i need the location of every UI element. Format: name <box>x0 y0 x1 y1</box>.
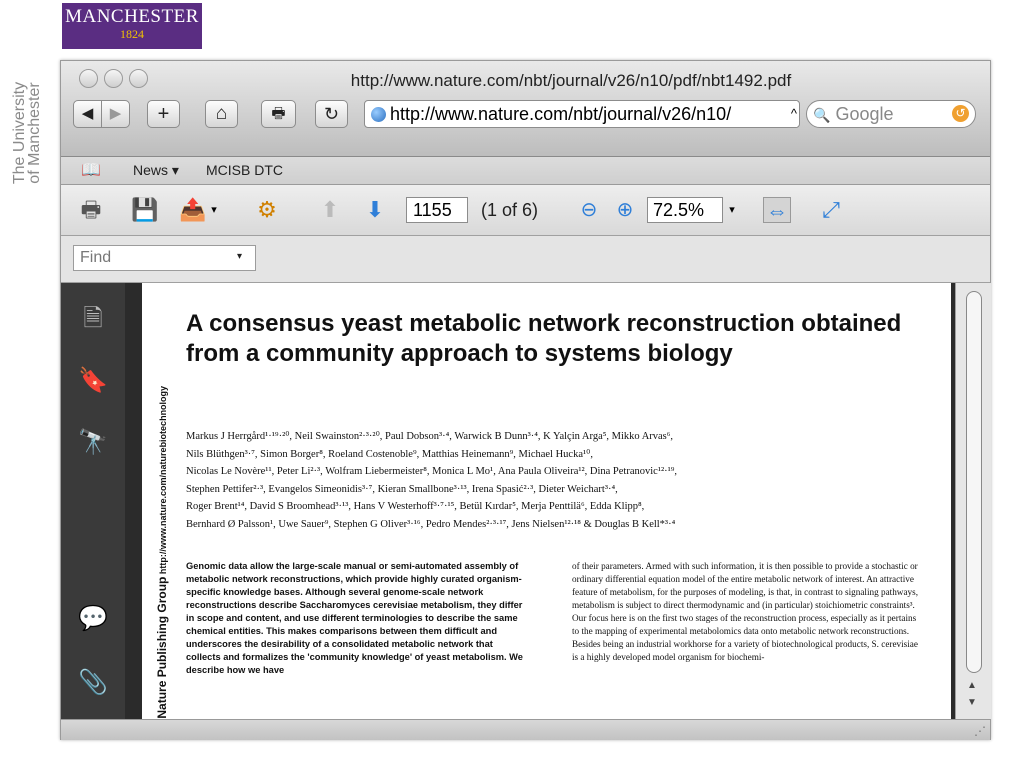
page-number-input[interactable]: 1155 <box>406 197 468 223</box>
vertical-scrollbar[interactable] <box>955 283 991 719</box>
forward-icon: ▶ <box>109 105 122 122</box>
print-button[interactable] <box>261 100 296 128</box>
zoom-level-field[interactable]: 72.5% <box>647 197 723 223</box>
pdf-share-icon[interactable]: 📤 <box>179 197 207 222</box>
bookmarks-bar <box>61 157 990 185</box>
window-title: http://www.nature.com/nbt/journal/v26/n10/pdf/nbt1492.pdf <box>350 71 792 90</box>
zoom-in-icon[interactable]: ⊕ <box>616 199 634 221</box>
add-icon: + <box>157 103 170 125</box>
author-line: Roger Brent¹⁴, David S Broomhead³·¹³, Hans V Westerhoff³·⁷·¹⁵, Betül Kırdar⁵, Merja Penttilä⁶, Edda Klipp⁸, <box>186 501 645 512</box>
author-line: Markus J Herrgård¹·¹⁹·²⁰, Neil Swainston²·³·²⁰, Paul Dobson³·⁴, Warwick B Dunn³·⁴, K Yalçin Arga⁵, Mikko Arvas⁶, <box>186 431 674 442</box>
pdf-save-icon[interactable]: 💾 <box>131 197 159 222</box>
search-icon: 🔍 <box>813 107 831 123</box>
university-wordmark <box>12 48 42 218</box>
home-button[interactable] <box>205 100 238 128</box>
fit-page-icon[interactable]: ⤢ <box>822 197 840 222</box>
author-line: Bernhard Ø Palsson¹, Uwe Sauer⁹, Stephen G Oliver³·¹⁶, Pedro Mendes²·³·¹⁷, Jens Nielsen¹²·¹⁸ & Douglas B Kell*³·⁴ <box>186 518 676 530</box>
next-page-icon[interactable]: ⬇ <box>365 197 385 222</box>
zoom-out-icon[interactable]: ⊖ <box>580 199 598 221</box>
bookmark-mcisb-dtc[interactable]: MCISB DTC <box>206 162 283 178</box>
search-field[interactable] <box>806 100 976 128</box>
close-window-button[interactable] <box>79 69 98 88</box>
scroll-down-arrow-icon[interactable]: ▼ <box>967 697 977 708</box>
publisher-name: Nature Publishing Group <box>155 576 169 719</box>
journal-url: http://www.nature.com/naturebiotechnology <box>158 385 168 575</box>
author-line: Stephen Pettifer²·³, Evangelos Simeonidis³·⁷, Kieran Smallbone³·¹³, Irena Spasić²·³, Dieter Weichart³·⁴, <box>186 483 618 495</box>
university-logo <box>62 3 202 49</box>
attachments-icon[interactable]: 📎 <box>78 669 108 696</box>
paper-title: A consensus yeast metabolic network reconstruction obtained from a community approach to systems biology <box>186 310 902 367</box>
zoom-menu-arrow[interactable]: ▾ <box>729 204 735 216</box>
logo-year: 1824 <box>120 27 144 41</box>
url-text: http://www.nature.com/nbt/journal/v26/n10/ <box>390 104 732 124</box>
publisher-margin-text <box>155 270 169 730</box>
forward-button[interactable] <box>101 100 130 128</box>
status-bar <box>61 719 990 740</box>
page-count: (1 of 6) <box>481 200 539 220</box>
pdf-page[interactable] <box>142 283 951 719</box>
bookmark-news[interactable]: News ▾ <box>133 162 179 178</box>
author-line: Nicolas Le Novère¹¹, Peter Li²·³, Wolfram Liebermeister⁸, Monica L Mo¹, Ana Paula Oliveira¹², Dina Petranovic¹²·¹⁹, <box>186 466 678 477</box>
abstract-text: Genomic data allow the large-scale manual or semi-automated assembly of metabolic network reconstructions, which provide highly curated organism-specific knowledge bases. Although several genome-scale network reconstructions describe Saccharomyces cerevisiae metabolism, they differ in scope and content, and use different terminologies to describe the same chemical entities. This makes comparisons between them difficult and underscores the desirability of a consolidated metabolic network that collects and formalizes the 'community knowledge' of yeast metabolism. We describe how we have <box>186 561 523 675</box>
comments-icon[interactable]: 💬 <box>78 605 108 632</box>
reload-button[interactable] <box>315 100 348 128</box>
author-line: Nils Blüthgen³·⁷, Simon Borger⁸, Roeland Costenoble⁹, Matthias Heinemann⁹, Michael Hucka¹⁰, <box>186 448 593 460</box>
share-menu-arrow[interactable]: ▾ <box>211 204 217 216</box>
pdf-print-icon[interactable]: 🖶 <box>80 197 102 222</box>
back-button[interactable] <box>73 100 102 128</box>
previous-page-icon[interactable]: ⬆ <box>320 197 340 222</box>
bookmarks-icon[interactable]: 🔖 <box>78 367 108 394</box>
reload-icon: ↻ <box>323 104 340 124</box>
title-bar <box>61 61 990 157</box>
pdf-tools-icon[interactable]: ⚙ <box>257 197 277 222</box>
pages-icon[interactable]: 🗎 <box>83 305 103 332</box>
university-line-2: of Manchester <box>26 82 43 184</box>
search-results-icon[interactable]: 🔭 <box>78 429 108 456</box>
resize-grip-icon[interactable]: ⋰ <box>974 724 986 738</box>
address-bar[interactable] <box>364 100 800 128</box>
search-placeholder: Google <box>835 104 894 124</box>
snapback-icon[interactable]: ↺ <box>952 105 969 122</box>
logo-name: MANCHESTER <box>65 6 199 27</box>
bookmarks-book-icon[interactable]: 📖 <box>81 162 101 179</box>
window-controls <box>79 69 154 93</box>
author-list <box>186 428 921 533</box>
pdf-toolbar <box>61 185 990 236</box>
back-icon: ◀ <box>81 105 94 122</box>
pdf-sidebar <box>61 283 125 719</box>
browser-window <box>60 60 991 740</box>
body-column-2: of their parameters. Armed with such information, it is then possible to provide a stochastic or ordinary differential equation model of the entire metabolic network of interest. An attractive feature of metabolism, for the purposes of modeling, is that, in contrast to signaling pathways, metabolism is subject to direct thermodynamic and (in particular) stoichiometric constraints³. Our focus here is on the first two stages of the reconstruction process, especially as it pertains to the mapping of experimental metabolomics data onto metabolic network reconstructions. Besides being an industrial workhorse for a variety of biotechnological products, S. cerevisiae is a highly developed model organism for biochemi- <box>572 561 918 662</box>
url-history-icon[interactable]: ^ <box>789 101 797 127</box>
home-icon: ⌂ <box>215 103 228 124</box>
minimize-window-button[interactable] <box>104 69 123 88</box>
print-icon: 🖶 <box>271 105 286 122</box>
scroll-thumb[interactable] <box>966 291 982 673</box>
add-bookmark-button[interactable] <box>147 100 180 128</box>
zoom-window-button[interactable] <box>129 69 148 88</box>
university-line-1: The University <box>11 81 28 185</box>
fit-width-icon[interactable]: ⇔ <box>763 197 791 223</box>
find-bar <box>61 236 990 283</box>
site-globe-icon <box>371 107 386 122</box>
find-input[interactable]: Find <box>73 245 256 271</box>
find-options-arrow[interactable]: ▾ <box>237 251 243 262</box>
scroll-up-arrow-icon[interactable]: ▲ <box>967 680 977 691</box>
